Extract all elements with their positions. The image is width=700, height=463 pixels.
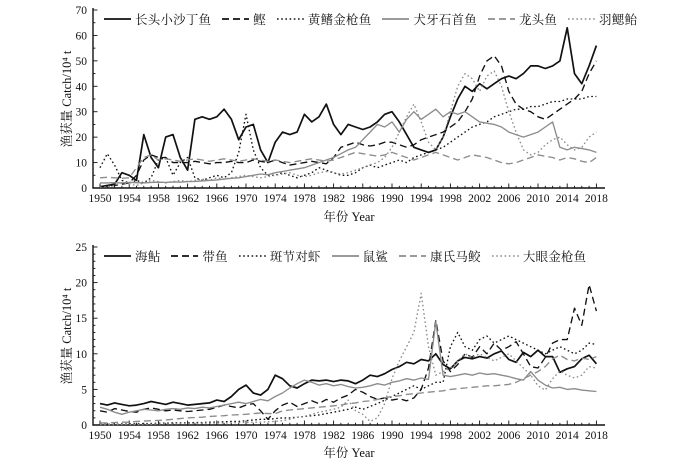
legend-line-sample-icon [277, 14, 304, 24]
legend-label: 斑节对虾 [269, 250, 321, 264]
x-tick-label: 1982 [322, 430, 346, 442]
series-line-大眼金枪鱼 [100, 293, 596, 424]
x-tick-label: 1978 [292, 193, 316, 205]
legend-item [382, 10, 477, 28]
legend-label: 康氏马鲛 [430, 250, 481, 264]
legend-label: 龙头鱼 [518, 13, 558, 27]
legend-line-sample-icon [104, 251, 131, 261]
y-tick-label: 10 [75, 348, 87, 361]
legend-item [568, 10, 637, 28]
legend-label: 大眼金枪鱼 [522, 250, 587, 264]
x-tick-label: 1970 [234, 193, 258, 205]
y-tick-label: 25 [75, 242, 87, 254]
x-tick-label: 1994 [409, 430, 433, 442]
legend-line-sample-icon [222, 14, 249, 24]
legend-label: 长头小沙丁鱼 [135, 13, 212, 27]
y-tick-label: 0 [81, 183, 87, 195]
y-tick-label: 0 [81, 420, 87, 432]
legend-label: 鼠鲨 [362, 250, 389, 264]
bottom-chart-legend [104, 247, 586, 265]
x-tick-label: 1966 [205, 430, 229, 442]
x-tick-label: 1986 [351, 193, 375, 205]
x-tick-label: 1974 [263, 430, 287, 442]
legend-item [332, 247, 388, 265]
y-tick-label: 30 [75, 106, 87, 119]
series-line-康氏马鲛 [100, 355, 596, 423]
series-line-斑节对虾 [100, 332, 596, 424]
legend-line-sample-icon [104, 14, 131, 24]
x-tick-label: 2002 [468, 430, 492, 442]
axis-lines [93, 8, 605, 188]
bottom-catch-line-chart [0, 232, 700, 463]
x-tick-label: 2010 [526, 430, 550, 442]
x-tick-label: 1970 [234, 430, 258, 442]
x-tick-label: 1998 [438, 193, 462, 205]
legend-label: 犬牙石首鱼 [413, 13, 477, 27]
legend-label: 海鲇 [135, 250, 161, 264]
legend-label: 黄鳍金枪鱼 [307, 13, 372, 27]
x-tick-label: 1966 [205, 193, 229, 205]
top-chart-y-axis-label: 渔获量 Catch/10⁴ t [60, 50, 74, 148]
legend-item [104, 10, 211, 28]
x-tick-label: 1998 [438, 430, 462, 442]
legend-item [277, 10, 372, 28]
top-catch-line-chart [0, 0, 700, 231]
x-tick-label: 2014 [555, 193, 579, 205]
legend-line-sample-icon [332, 251, 359, 261]
x-tick-label: 1962 [176, 430, 200, 442]
x-tick-label: 1962 [176, 193, 200, 205]
y-tick-label: 70 [75, 5, 87, 17]
legend-label: 羽鳃鲐 [599, 13, 638, 27]
axis-lines [93, 245, 605, 425]
legend-item [222, 10, 266, 28]
legend-item [104, 247, 160, 265]
x-tick-label: 1978 [292, 430, 316, 442]
top-chart-legend [104, 10, 637, 28]
series-line-羽鳃鲐 [100, 71, 596, 187]
legend-item [399, 247, 481, 265]
legend-item [492, 247, 587, 265]
legend-line-sample-icon [488, 14, 515, 24]
legend-label: 带鱼 [202, 250, 228, 264]
y-tick-label: 10 [75, 157, 87, 170]
x-tick-label: 2002 [468, 193, 492, 205]
x-tick-label: 1990 [380, 430, 404, 442]
y-tick-label: 60 [75, 30, 87, 43]
y-tick-label: 20 [75, 132, 87, 145]
x-tick-label: 1982 [322, 193, 346, 205]
y-tick-label: 40 [75, 81, 87, 94]
legend-line-sample-icon [399, 251, 426, 261]
x-tick-label: 1974 [263, 193, 287, 205]
x-tick-label: 2014 [555, 430, 579, 442]
y-tick-label: 50 [75, 55, 87, 68]
legend-item [488, 10, 557, 28]
bottom-chart-x-axis-label: 年份 Year [323, 446, 375, 460]
series-line-带鱼 [100, 285, 596, 420]
x-tick-label: 1954 [117, 430, 141, 442]
legend-item [171, 247, 227, 265]
x-tick-label: 1958 [146, 193, 170, 205]
x-tick-label: 2018 [584, 430, 608, 442]
x-tick-label: 2010 [526, 193, 550, 205]
legend-line-sample-icon [568, 14, 595, 24]
legend-item [239, 247, 321, 265]
x-tick-label: 1950 [88, 193, 112, 205]
x-tick-label: 1986 [351, 430, 375, 442]
legend-line-sample-icon [239, 251, 266, 261]
x-tick-label: 2018 [584, 193, 608, 205]
x-tick-label: 1950 [88, 430, 112, 442]
legend-label: 鲣 [253, 13, 266, 27]
x-tick-label: 1958 [146, 430, 170, 442]
legend-line-sample-icon [382, 14, 409, 24]
x-tick-label: 1954 [117, 193, 141, 205]
y-tick-label: 5 [81, 384, 87, 397]
y-tick-label: 20 [75, 277, 87, 290]
series-line-海鲇 [100, 350, 596, 406]
legend-line-sample-icon [171, 251, 198, 261]
x-tick-label: 2006 [497, 193, 521, 205]
top-chart-x-axis-label: 年份 Year [323, 210, 375, 224]
legend-line-sample-icon [492, 251, 519, 261]
x-tick-label: 1990 [380, 193, 404, 205]
y-tick-label: 15 [75, 313, 87, 326]
x-tick-label: 2006 [497, 430, 521, 442]
bottom-chart-y-axis-label: 渔获量 Catch/10⁴ t [60, 287, 74, 385]
x-tick-label: 1994 [409, 193, 433, 205]
series-line-龙头鱼 [100, 152, 596, 178]
